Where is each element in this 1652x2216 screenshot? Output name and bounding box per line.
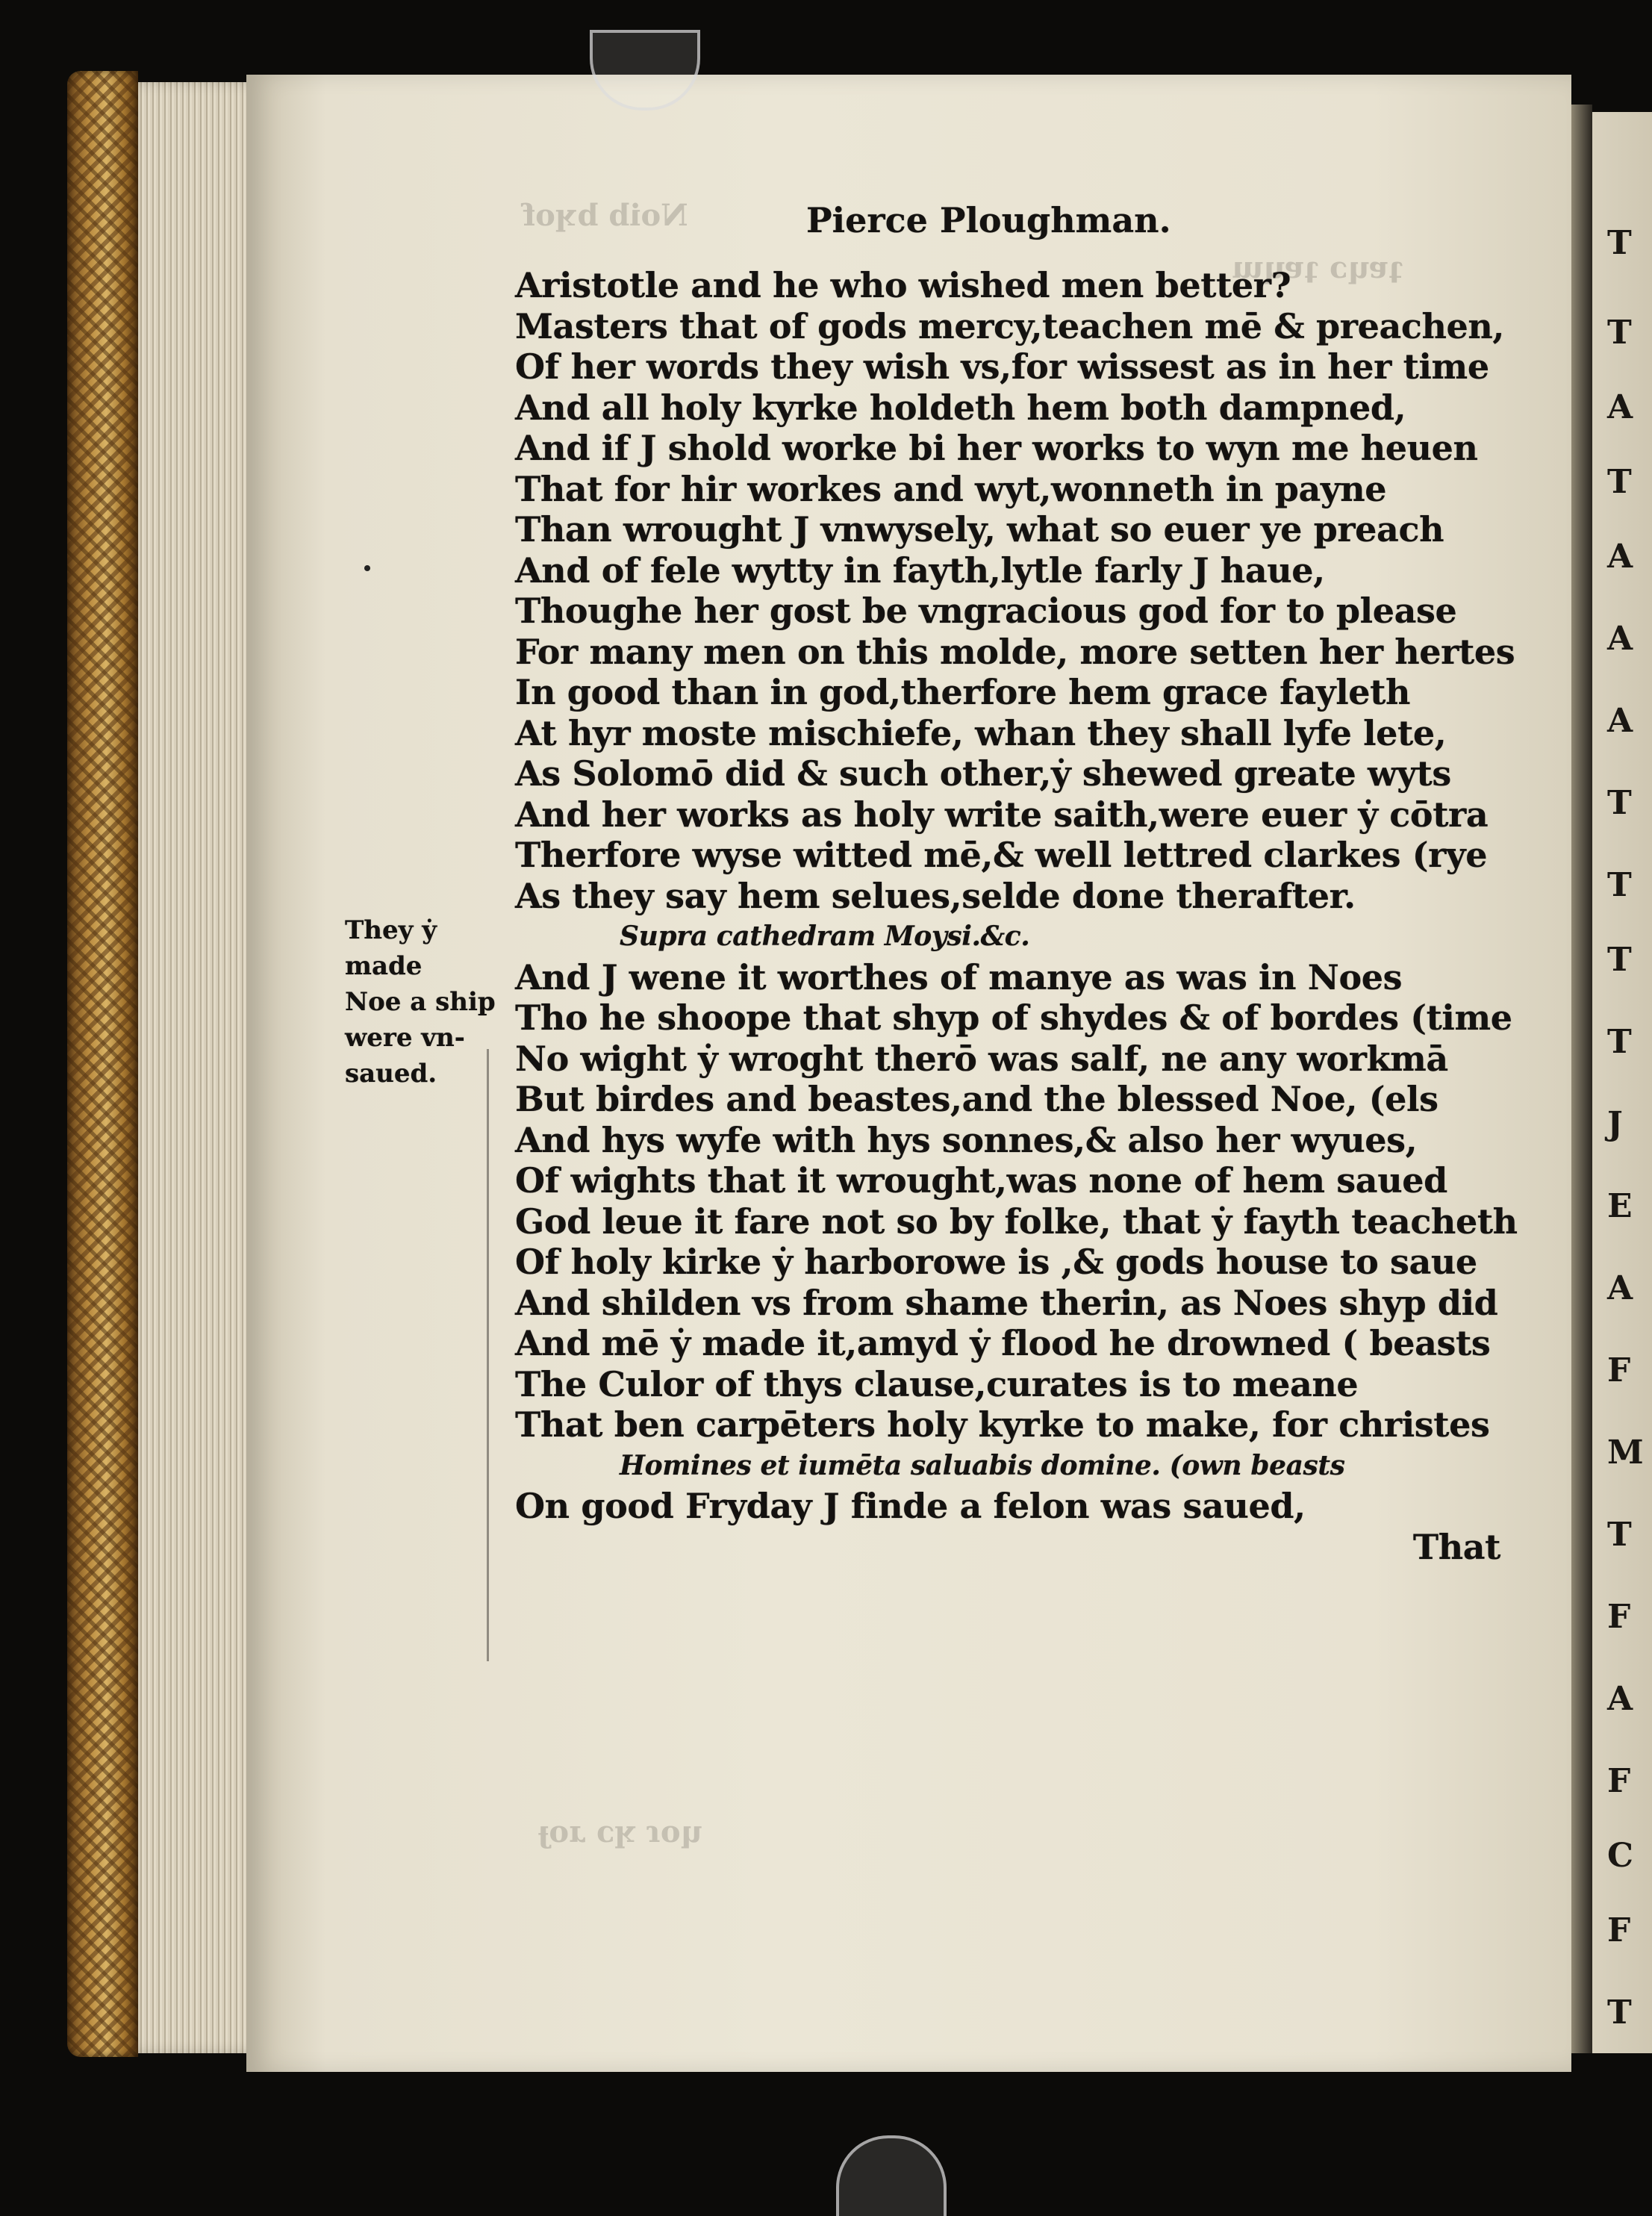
- text-line: And mē ẏ made it,amyd ẏ flood he drowned ( beasts: [515, 1323, 1491, 1363]
- text-line: Of wights that it wrought,was none of hem saued: [515, 1160, 1447, 1201]
- facing-letter: A: [1607, 620, 1633, 658]
- facing-letter: F: [1607, 1598, 1631, 1636]
- text-line: Thoughe her gost be vngracious god for to please: [515, 591, 1457, 631]
- facing-letter: A: [1607, 1680, 1633, 1718]
- text-line: Therfore wyse witted mē,& well lettred clarkes (rye: [515, 835, 1488, 875]
- gilded-binding-edge: [67, 71, 138, 2057]
- marginal-note-line: saued.: [345, 1059, 437, 1089]
- text-line: And shilden vs from shame therin, as Noes shyp did: [515, 1282, 1498, 1323]
- facing-letter: E: [1607, 1187, 1633, 1225]
- text-line: Masters that of gods mercy,teachen mē & preachen,: [515, 305, 1505, 346]
- facing-letter: F: [1607, 1911, 1631, 1949]
- text-line: Of holy kirke ẏ harborowe is ,& gods house to saue: [515, 1242, 1477, 1282]
- facing-letter: F: [1607, 1351, 1631, 1389]
- text-line: In good than in god,therfore hem grace fayleth: [515, 672, 1411, 712]
- facing-letter: A: [1607, 1269, 1633, 1307]
- marginal-note-line: Noe a ship: [345, 987, 496, 1017]
- marginal-note-line: made: [345, 951, 423, 981]
- page-clip-bottom: [836, 2135, 947, 2216]
- facing-letter: F: [1607, 1762, 1631, 1800]
- text-line: Tho he shoope that shyp of shydes & of bordes (time: [515, 997, 1512, 1038]
- text-line: That ben carpēters holy kyrke to make, for christes: [515, 1404, 1490, 1445]
- text-line: As Solomō did & such other,ẏ shewed greate wyts: [515, 753, 1451, 794]
- text-line: As they say hem selues,selde done therafter.: [515, 875, 1356, 916]
- facing-letter: A: [1607, 388, 1633, 426]
- verse-text: [515, 265, 1518, 1567]
- text-line: Aristotle and he who wished men better?: [515, 265, 1291, 305]
- bleed-through: Noib bʞof: [523, 198, 688, 233]
- text-line: That for hir workes and wyt,wonneth in payne: [515, 468, 1387, 509]
- facing-letter: T: [1607, 1516, 1632, 1554]
- marginal-note: [345, 912, 494, 1092]
- facing-letter: T: [1607, 866, 1632, 904]
- latin-line: Supra cathedram Moysi.&c.: [620, 921, 1030, 952]
- facing-letter: T: [1607, 1023, 1632, 1061]
- facing-letter: T: [1607, 784, 1632, 822]
- latin-line: Homines et iumēta saluabis domine. (own beasts: [620, 1449, 1345, 1481]
- facing-letter: A: [1607, 702, 1633, 740]
- text-line: And all holy kyrke holdeth hem both dampned,: [515, 387, 1406, 428]
- text-line: And J wene it worthes of manye as was in Noes: [515, 956, 1403, 997]
- margin-bracket: [487, 1049, 493, 1661]
- text-line: And if J shold worke bi her works to wyn me heuen: [515, 428, 1478, 468]
- text-line: The Culor of thys clause,curates is to meane: [515, 1363, 1359, 1404]
- facing-letter: J: [1607, 1105, 1623, 1143]
- text-line: And her works as holy write saith,were euer ẏ cōtra: [515, 794, 1489, 835]
- text-line: On good Fryday J finde a felon was saued,: [515, 1486, 1306, 1526]
- gutter-shadow: [1571, 105, 1592, 2053]
- text-line: At hyr moste mischiefe, whan they shall lyfe lete,: [515, 712, 1447, 753]
- bleed-through: ʇɐɥɔ ʇɐɥɯ: [1232, 250, 1403, 285]
- text-line: Than wrought J vnwysely, what so euer ye preach: [515, 509, 1444, 550]
- text-line: But birdes and beastes,and the blessed Noe, (els: [515, 1079, 1439, 1119]
- text-line: God leue it fare not so by folke, that ẏ fayth teacheth: [515, 1201, 1518, 1242]
- facing-letter: T: [1607, 1994, 1632, 2032]
- facing-letter: T: [1607, 463, 1632, 501]
- facing-letter: A: [1607, 538, 1633, 576]
- facing-letter: C: [1607, 1837, 1634, 1875]
- text-line: No wight ẏ wroght therō was salf, ne any workmā: [515, 1038, 1448, 1079]
- margin-dot: [364, 565, 370, 571]
- facing-letter: T: [1607, 941, 1632, 979]
- marginal-note-line: They ẏ: [345, 915, 437, 945]
- facing-letter: T: [1607, 224, 1632, 262]
- text-line: And hys wyfe with hys sonnes,& also her wyues,: [515, 1119, 1418, 1160]
- bleed-through: ɥoɾ ʞɔ ɹoɟ: [537, 1814, 702, 1849]
- marginal-note-line: were vn-: [345, 1023, 465, 1053]
- facing-letter: M: [1607, 1434, 1644, 1472]
- text-line: Of her words they wish vs,for wissest as in her time: [515, 346, 1489, 387]
- facing-letter: T: [1607, 314, 1632, 352]
- catchword: That: [1412, 1526, 1500, 1567]
- running-head: Pierce Ploughman.: [806, 200, 1171, 240]
- text-line: For many men on this molde, more setten her hertes: [515, 631, 1515, 672]
- text-line: And of fele wytty in fayth,lytle farly J haue,: [515, 550, 1325, 591]
- facing-page-edge: [1592, 112, 1652, 2053]
